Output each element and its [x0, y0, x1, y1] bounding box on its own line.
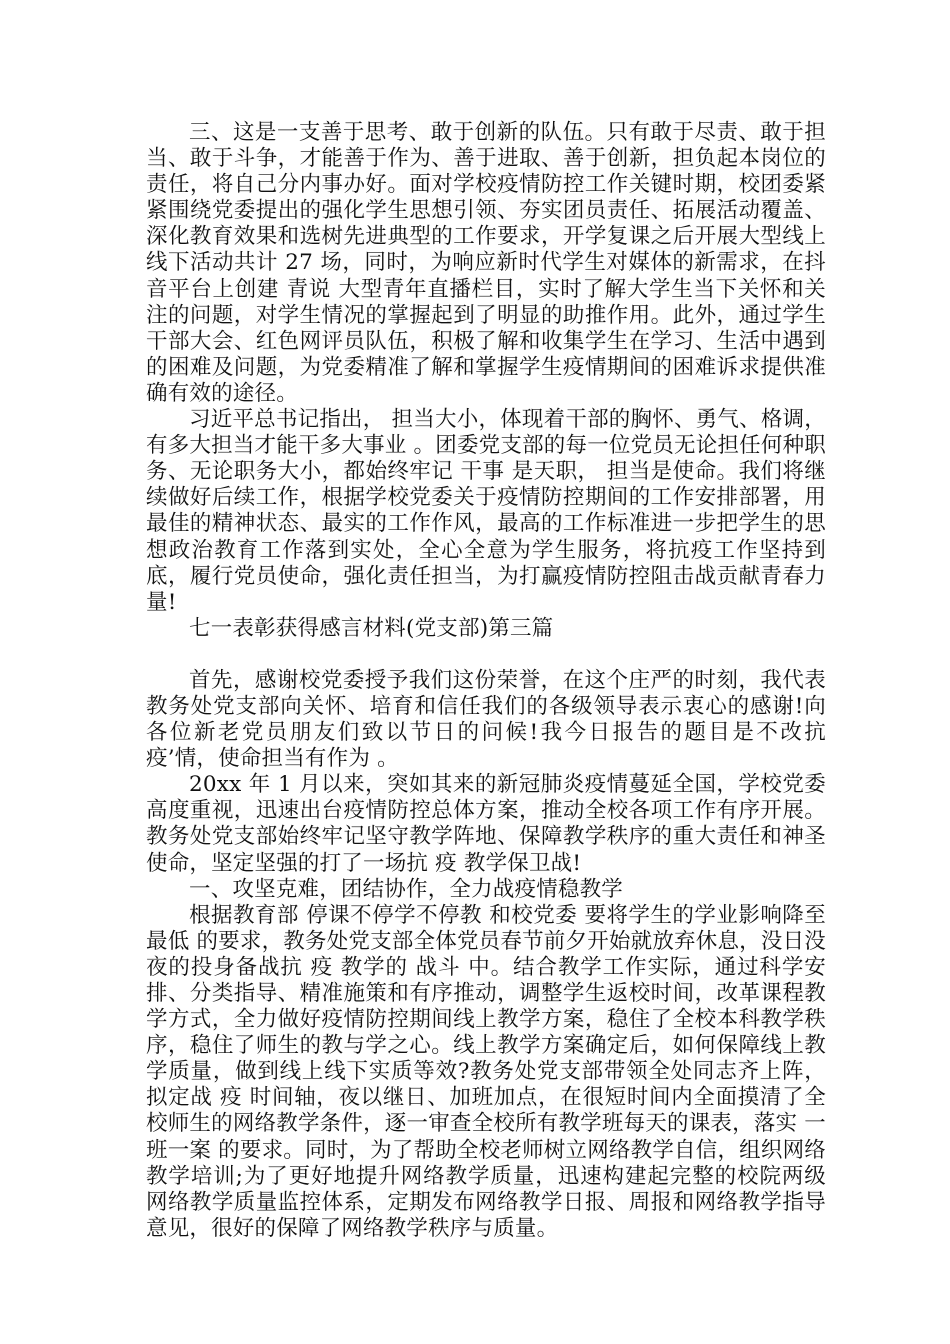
subheading-teaching: 一、攻坚克难，团结协作，全力战疫情稳教学	[189, 876, 624, 902]
paragraph-online-teaching: 根据教育部 停课不停学不停教 和校党委 要将学生的学业影响降至最低 的要求，教务处党支部全体党员春节前夕开始就放弃休息，没日没夜的投身备战抗 疫 教学的 战斗 中。结合教学工作实际，通过科学安排、分类指导、精准施策和有序推动，调整学生返校时间，改革课程教学方式，全力做好疫情防控期间线上教学方案，稳住了全校本科教学秩序，稳住了师生的教与学之心。线上教学方案确定后，如何保障线上教学质量，做到线上线下实质等效?教务处党支部带领全处同志齐上阵，拟定战 疫 时间轴，夜以继日、加班加点，在很短时间内全面摸清了全校师生的网络教学条件，逐一审查全校所有教学班每天的课表，落实 一班一案 的要求。同时，为了帮助全校老师树立网络教学自信，组织网络教学培训;为了更好地提升网络教学质量，迅速构建起完整的校院两级网络教学质量监控体系，定期发布网络教学日报、周报和网络教学指导意见，很好的保障了网络教学秩序与质量。	[146, 902, 826, 1241]
section-title: 七一表彰获得感言材料(党支部)第三篇	[189, 615, 554, 641]
paragraph-epidemic-background: 20xx 年 1 月以来，突如其来的新冠肺炎疫情蔓延全国，学校党委高度重视，迅速出台疫情防控总体方案，推动全校各项工作有序开展。教务处党支部始终牢记坚守教学阵地、保障教学秩序的重大责任和神圣使命，坚定坚强的打了一场抗 疫 教学保卫战!	[146, 772, 826, 876]
blank-line	[146, 642, 826, 668]
paragraph-xi-quote: 习近平总书记指出， 担当大小，体现着干部的胸怀、勇气、格调，有多大担当才能干多大事业 。团委党支部的每一位党员无论担任何种职务、无论职务大小，都始终牢记 干事 是天职， 担当是使命。我们将继续做好后续工作，根据学校党委关于疫情防控期间的工作安排部署，用最佳的精神状态、最实的工作作风，最高的工作标准进一步把学生的思想政治教育工作落到实处，全心全意为学生服务，将抗疫工作坚持到底，履行党员使命，强化责任担当，为打赢疫情防控阻击战贡献青春力量!	[146, 407, 826, 615]
paragraph-team-innovation: 三、这是一支善于思考、敢于创新的队伍。只有敢于尽责、敢于担当、敢于斗争，才能善于作为、善于进取、善于创新，担负起本岗位的责任，将自己分内事办好。面对学校疫情防控工作关键时期，校团委紧紧围绕党委提出的强化学生思想引领、夯实团员责任、拓展活动覆盖、深化教育效果和选树先进典型的工作要求，开学复课之后开展大型线上线下活动共计 27 场，同时，为响应新时代学生对媒体的新需求，在抖音平台上创建 青说 大型青年直播栏目，实时了解大学生当下关怀和关注的问题，对学生情况的掌握起到了明显的助推作用。此外，通过学生干部大会、红色网评员队伍，积极了解和收集学生在学习、生活中遇到的困难及问题，为党委精准了解和掌握学生疫情期间的困难诉求提供准确有效的途径。	[146, 120, 826, 406]
document-body	[146, 120, 826, 1242]
paragraph-thanks: 首先，感谢校党委授予我们这份荣誉，在这个庄严的时刻，我代表教务处党支部向关怀、培育和信任我们的各级领导表示衷心的感谢!向各位新老党员朋友们致以节日的问候!我今日报告的题目是不改抗 疫’情，使命担当有作为 。	[146, 667, 826, 772]
